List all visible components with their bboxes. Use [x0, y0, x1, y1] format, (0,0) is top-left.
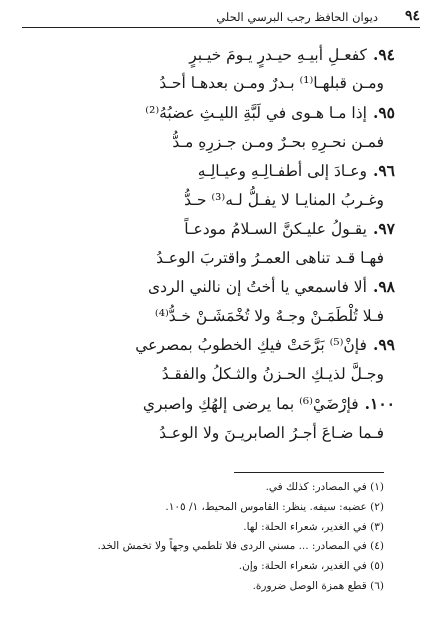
verse-96-sadr — [198, 160, 395, 182]
verse-number: ١٠٠. — [364, 394, 395, 413]
verse-number: ٩٦. — [372, 161, 395, 180]
footnote: (٤) في المصادر: ... مسني الردى فلا تلطمي وجهاً ولا تخمش الخد. — [97, 540, 384, 553]
verse-text: فإرْضَيْ⁽⁶⁾ بما يرضى إلهُكِ واصبري — [142, 395, 359, 413]
verse-97-ajuz: فهـا قـد تناهى العمـرُ واقتربَ الوعـدُ — [156, 249, 384, 267]
verse-text: ألا فاسمعي يا أختُ إن نالني الردى — [147, 278, 367, 296]
verse-97-sadr — [184, 218, 395, 240]
verse-100-ajuz: فـما ضـاعَ أجـرُ الصابريـنَ ولا الوعـدُ — [159, 424, 384, 442]
verse-94-sadr — [189, 44, 395, 66]
footnote: (٦) قطع همزة الوصل ضرورة. — [252, 579, 384, 592]
verse-number: ٩٥. — [372, 103, 395, 122]
page-number: ٩٤ — [404, 8, 420, 24]
footnote: (٥) في الغدير، شعراء الحلة: وإن. — [238, 560, 384, 573]
header-rule — [22, 27, 420, 28]
verse-number: ٩٧. — [372, 219, 395, 238]
verse-number: ٩٤. — [372, 45, 395, 64]
verse-95-ajuz: فمـن نحـرِهِ بحـرٌ ومـن جـزرِهِ مـدُّ — [172, 133, 384, 151]
verse-99-sadr — [135, 334, 395, 356]
verse-text: كفعـلِ أبيـهِ حيـدرٍ يـومَ خيـبرٍ — [189, 46, 367, 64]
footnote: (٢) عضبه: سيفه. ينظر: القاموس المحيط، ١/ ١٠٥. — [165, 500, 384, 513]
verse-98-sadr — [148, 276, 395, 298]
verse-text: فإنْ⁽⁵⁾ بَرَّحَتْ فيكِ الخطوبُ بمصرعي — [135, 336, 367, 354]
verse-96-ajuz: وغـربُ المنايـا لا يفـلُّ لـه⁽³⁾ حـدُّ — [184, 191, 384, 209]
verse-100-sadr — [143, 393, 395, 415]
verse-text: إذا مـا هـوى في لَبَّةِ الليـثِ عضبُهُ⁽²⁾ — [145, 104, 367, 122]
footnote: (١) في المصادر: كذلك في. — [265, 481, 384, 493]
verse-98-ajuz: فـلا تُلْطَمَـنْ وجـهٌ ولا تُخْمَشَـنْ خـدُّ⁽⁴⁾ — [154, 307, 384, 325]
verse-95-sadr — [145, 102, 395, 124]
verse-number: ٩٨. — [372, 277, 395, 296]
running-title: ديوان الحافظ رجب البرسي الحلي — [216, 10, 378, 24]
footnote-rule — [234, 472, 384, 473]
verse-number: ٩٩. — [372, 335, 395, 354]
verse-94-ajuz: ومـن قبلهـا⁽¹⁾ بـدرٌ ومـن بعدهـا أحـدُ — [159, 74, 384, 92]
footnotes — [54, 478, 384, 597]
footnote: (٣) في الغدير، شعراء الحلة: لها. — [243, 520, 384, 533]
verse-text: يقـولُ عليـكنَّ السـلامُ مودعـاً — [184, 220, 367, 238]
page-header — [22, 8, 420, 28]
verse-text: وعـادَ إلى أطفـالِـهِ وعيـالِـهِ — [197, 162, 367, 180]
verse-99-ajuz: وجـلَّ لذيـكِ الحـزنُ والثـكلُ والفقـدُ — [161, 365, 384, 383]
